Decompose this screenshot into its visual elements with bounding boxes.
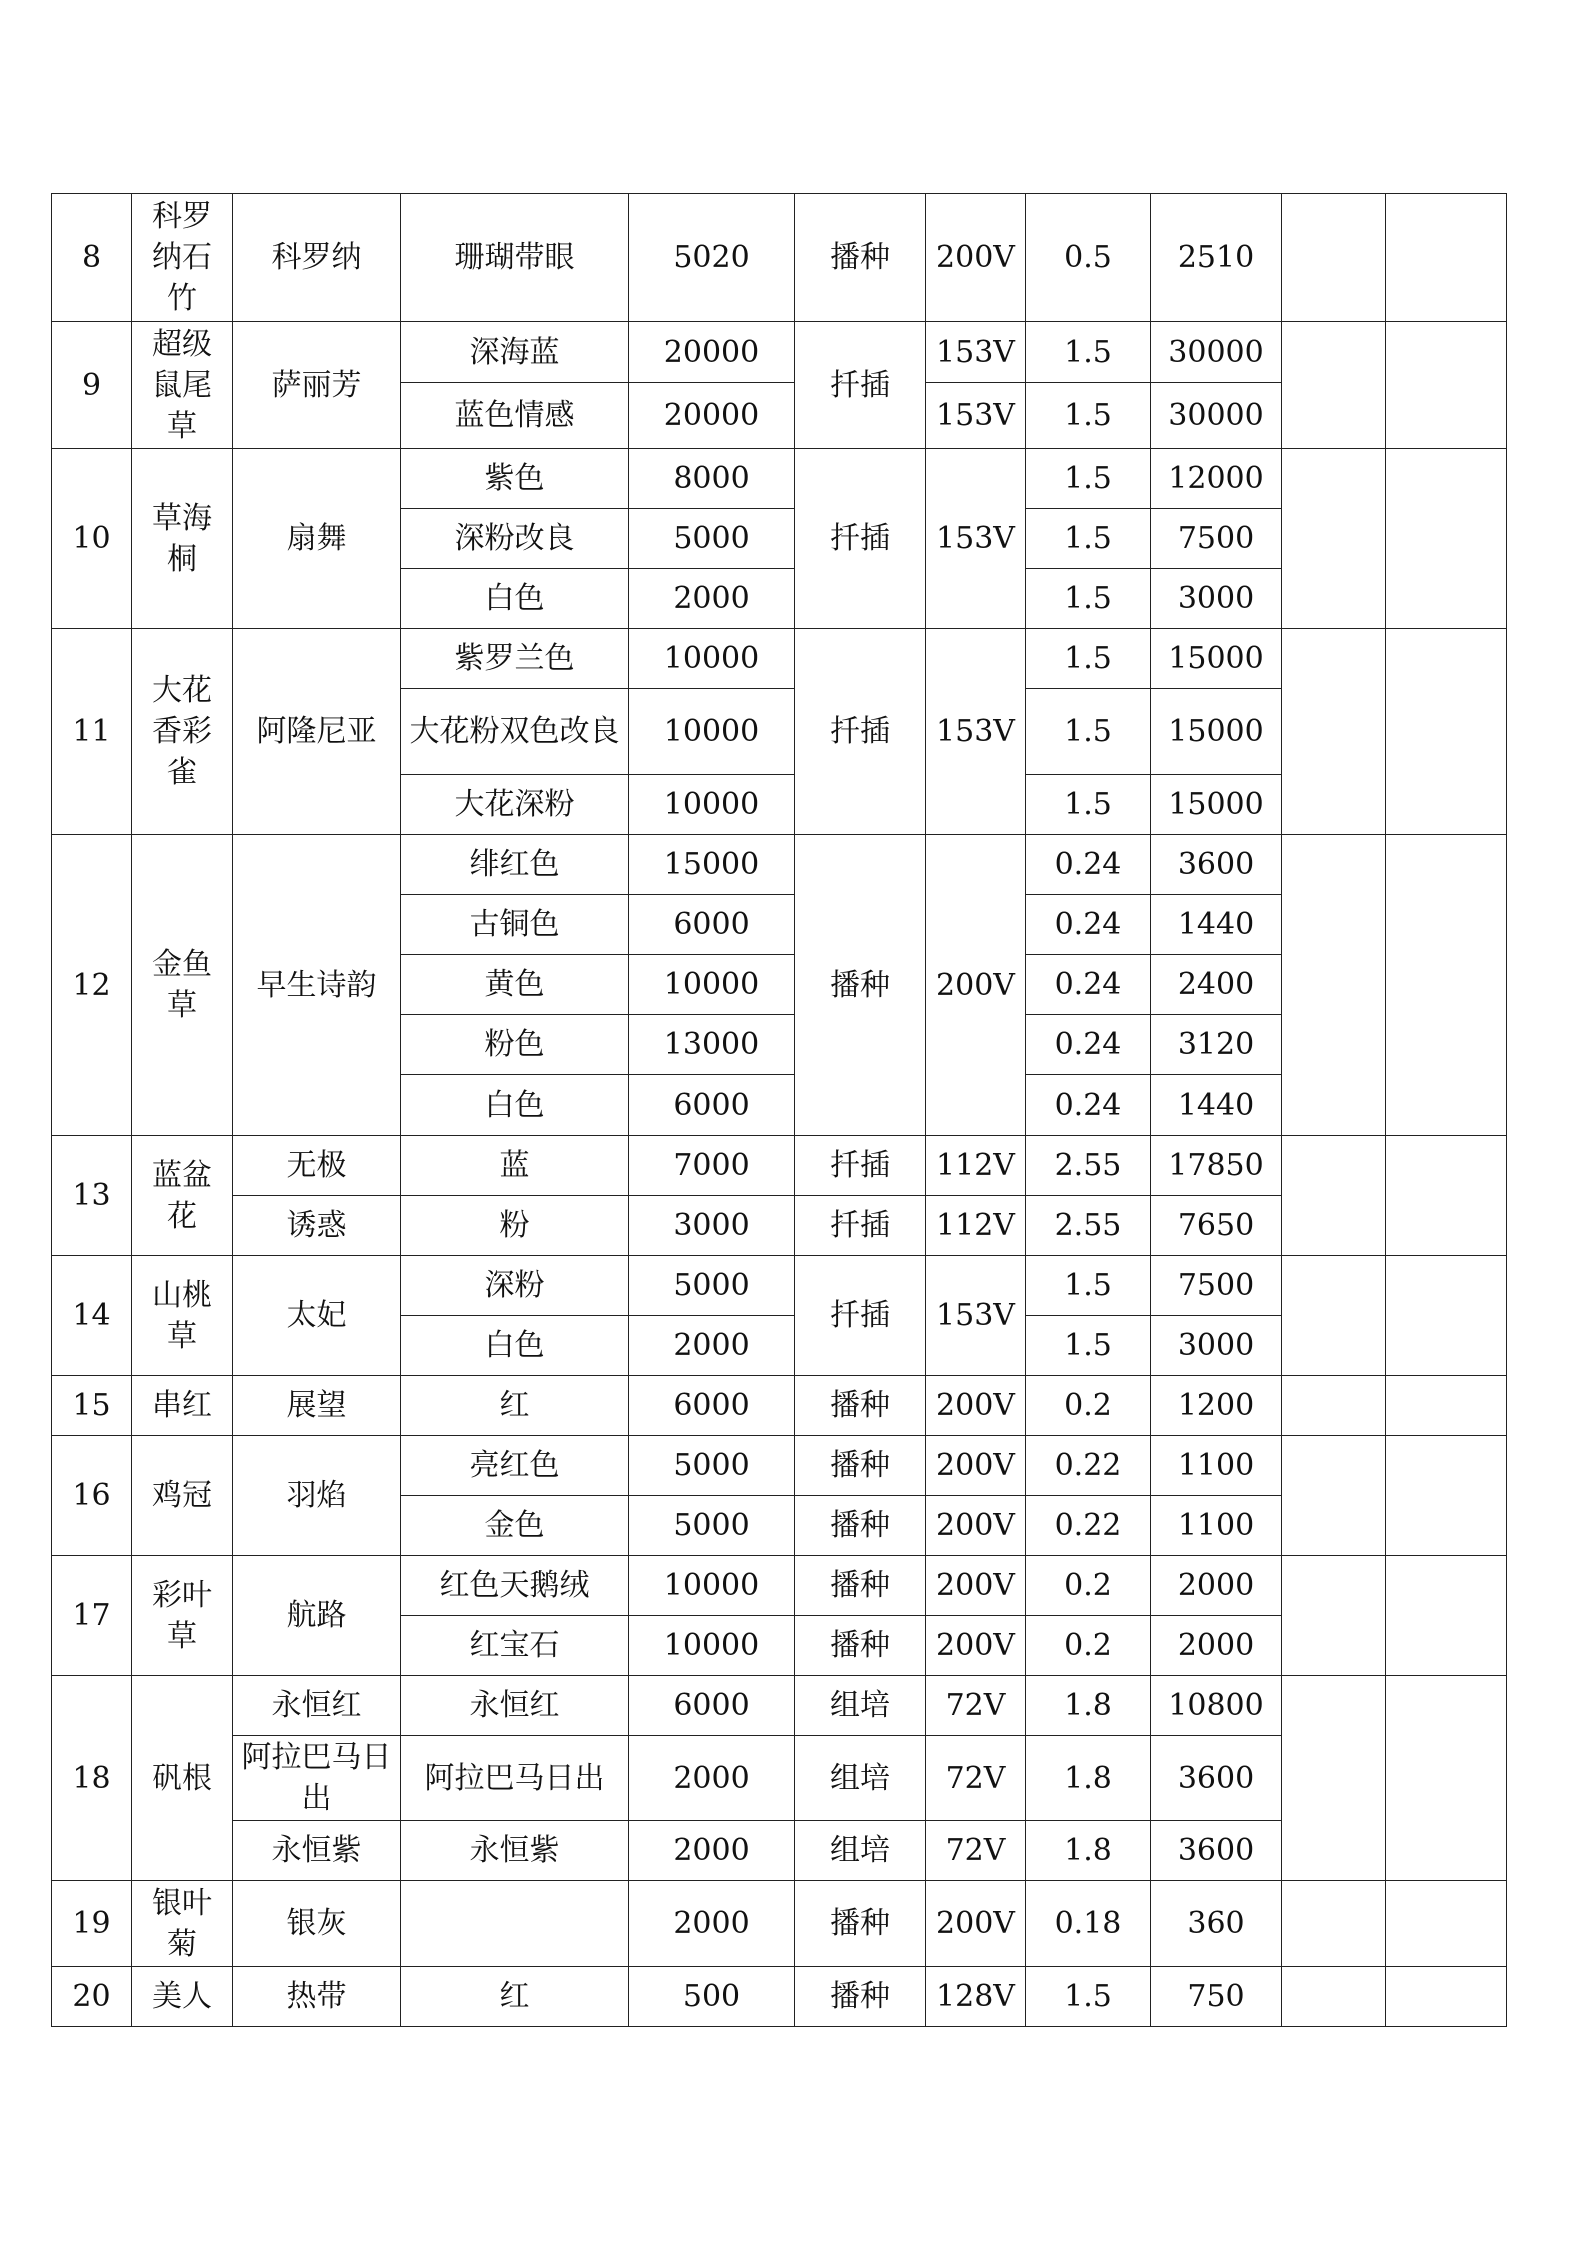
tray-spec: 200V <box>926 194 1026 322</box>
quantity: 2000 <box>629 1736 795 1821</box>
unit-price: 0.22 <box>1026 1436 1151 1496</box>
tray-spec: 72V <box>926 1821 1026 1881</box>
amount: 1440 <box>1151 1075 1282 1136</box>
variety-name: 大花深粉 <box>401 775 629 835</box>
variety-name: 紫罗兰色 <box>401 629 629 689</box>
crop-name: 蓝盆花 <box>132 1136 233 1256</box>
quantity: 2000 <box>629 1821 795 1881</box>
extra-cell <box>1386 1436 1507 1556</box>
variety-name: 绯红色 <box>401 835 629 895</box>
variety-name <box>401 1881 629 1967</box>
propagation-method: 播种 <box>795 1496 926 1556</box>
tray-spec: 128V <box>926 1967 1026 2027</box>
row-number: 9 <box>52 322 132 449</box>
quantity: 10000 <box>629 629 795 689</box>
quantity: 10000 <box>629 1616 795 1676</box>
row-number: 17 <box>52 1556 132 1676</box>
tray-spec: 200V <box>926 1881 1026 1967</box>
extra-cell <box>1386 1676 1507 1881</box>
propagation-method: 播种 <box>795 1881 926 1967</box>
amount: 12000 <box>1151 449 1282 509</box>
series-name: 阿隆尼亚 <box>233 629 401 835</box>
propagation-method: 播种 <box>795 1967 926 2027</box>
extra-cell <box>1386 449 1507 629</box>
extra-cell <box>1282 449 1386 629</box>
propagation-method: 扦插 <box>795 1136 926 1196</box>
amount: 15000 <box>1151 689 1282 775</box>
quantity: 5000 <box>629 1256 795 1316</box>
crop-name: 串红 <box>132 1376 233 1436</box>
quantity: 5020 <box>629 194 795 322</box>
crop-name: 美人 <box>132 1967 233 2027</box>
propagation-method: 组培 <box>795 1821 926 1881</box>
unit-price: 2.55 <box>1026 1196 1151 1256</box>
variety-name: 古铜色 <box>401 895 629 955</box>
variety-name: 大花粉双色改良 <box>401 689 629 775</box>
extra-cell <box>1282 835 1386 1136</box>
variety-name: 阿拉巴马日出 <box>401 1736 629 1821</box>
propagation-method: 扦插 <box>795 322 926 449</box>
amount: 7500 <box>1151 509 1282 569</box>
series-name: 太妃 <box>233 1256 401 1376</box>
propagation-method: 播种 <box>795 1376 926 1436</box>
series-name: 科罗纳 <box>233 194 401 322</box>
unit-price: 1.5 <box>1026 383 1151 449</box>
crop-name: 鸡冠 <box>132 1436 233 1556</box>
row-number: 8 <box>52 194 132 322</box>
propagation-method: 播种 <box>795 1436 926 1496</box>
amount: 1440 <box>1151 895 1282 955</box>
unit-price: 1.5 <box>1026 322 1151 383</box>
unit-price: 1.5 <box>1026 629 1151 689</box>
table-row <box>52 835 1507 895</box>
series-name: 诱惑 <box>233 1196 401 1256</box>
variety-name: 粉色 <box>401 1015 629 1075</box>
extra-cell <box>1386 194 1507 322</box>
table-row <box>52 1556 1507 1616</box>
variety-name: 深粉改良 <box>401 509 629 569</box>
unit-price: 2.55 <box>1026 1136 1151 1196</box>
quantity: 10000 <box>629 689 795 775</box>
quantity: 6000 <box>629 1676 795 1736</box>
variety-name: 深海蓝 <box>401 322 629 383</box>
propagation-method: 播种 <box>795 1556 926 1616</box>
table-row <box>52 1136 1507 1196</box>
series-name: 展望 <box>233 1376 401 1436</box>
amount: 2000 <box>1151 1616 1282 1676</box>
variety-name: 深粉 <box>401 1256 629 1316</box>
extra-cell <box>1282 1556 1386 1676</box>
amount: 1200 <box>1151 1376 1282 1436</box>
row-number: 16 <box>52 1436 132 1556</box>
extra-cell <box>1282 1676 1386 1881</box>
quantity: 6000 <box>629 1075 795 1136</box>
propagation-method: 播种 <box>795 835 926 1136</box>
series-name: 航路 <box>233 1556 401 1676</box>
quantity: 2000 <box>629 569 795 629</box>
unit-price: 0.5 <box>1026 194 1151 322</box>
series-name: 永恒紫 <box>233 1821 401 1881</box>
extra-cell <box>1282 1436 1386 1556</box>
table-row <box>52 449 1507 509</box>
table-row <box>52 194 1507 322</box>
variety-name: 蓝色情感 <box>401 383 629 449</box>
amount: 3600 <box>1151 1821 1282 1881</box>
quantity: 15000 <box>629 835 795 895</box>
amount: 30000 <box>1151 383 1282 449</box>
tray-spec: 72V <box>926 1736 1026 1821</box>
series-name: 银灰 <box>233 1881 401 1967</box>
amount: 1100 <box>1151 1496 1282 1556</box>
variety-name: 粉 <box>401 1196 629 1256</box>
extra-cell <box>1282 1967 1386 2027</box>
table-row <box>52 1881 1507 1967</box>
unit-price: 0.24 <box>1026 955 1151 1015</box>
propagation-method: 播种 <box>795 194 926 322</box>
unit-price: 1.5 <box>1026 509 1151 569</box>
row-number: 20 <box>52 1967 132 2027</box>
row-number: 18 <box>52 1676 132 1881</box>
quantity: 7000 <box>629 1136 795 1196</box>
unit-price: 1.5 <box>1026 1967 1151 2027</box>
extra-cell <box>1282 1881 1386 1967</box>
tray-spec: 72V <box>926 1676 1026 1736</box>
variety-name: 白色 <box>401 1075 629 1136</box>
amount: 15000 <box>1151 629 1282 689</box>
crop-name: 山桃草 <box>132 1256 233 1376</box>
unit-price: 0.24 <box>1026 1015 1151 1075</box>
row-number: 13 <box>52 1136 132 1256</box>
quantity: 10000 <box>629 955 795 1015</box>
propagation-method: 扦插 <box>795 1256 926 1376</box>
amount: 2000 <box>1151 1556 1282 1616</box>
extra-cell <box>1282 1136 1386 1256</box>
crop-name: 大花香彩雀 <box>132 629 233 835</box>
price-table <box>51 193 1507 2027</box>
table-row <box>52 1256 1507 1316</box>
unit-price: 1.5 <box>1026 1316 1151 1376</box>
extra-cell <box>1386 629 1507 835</box>
amount: 30000 <box>1151 322 1282 383</box>
price-table-page <box>51 193 1507 2027</box>
extra-cell <box>1386 1967 1507 2027</box>
amount: 17850 <box>1151 1136 1282 1196</box>
crop-name: 矾根 <box>132 1676 233 1881</box>
variety-name: 白色 <box>401 1316 629 1376</box>
tray-spec: 200V <box>926 1496 1026 1556</box>
variety-name: 红色天鹅绒 <box>401 1556 629 1616</box>
row-number: 15 <box>52 1376 132 1436</box>
quantity: 2000 <box>629 1316 795 1376</box>
tray-spec: 200V <box>926 1556 1026 1616</box>
crop-name: 超级鼠尾草 <box>132 322 233 449</box>
variety-name: 蓝 <box>401 1136 629 1196</box>
quantity: 20000 <box>629 383 795 449</box>
amount: 3600 <box>1151 1736 1282 1821</box>
extra-cell <box>1386 1556 1507 1676</box>
tray-spec: 200V <box>926 1436 1026 1496</box>
unit-price: 1.5 <box>1026 449 1151 509</box>
unit-price: 1.8 <box>1026 1736 1151 1821</box>
variety-name: 红宝石 <box>401 1616 629 1676</box>
tray-spec: 153V <box>926 1256 1026 1376</box>
amount: 7500 <box>1151 1256 1282 1316</box>
crop-name: 金鱼草 <box>132 835 233 1136</box>
table-row <box>52 322 1507 383</box>
amount: 3600 <box>1151 835 1282 895</box>
quantity: 5000 <box>629 1496 795 1556</box>
variety-name: 亮红色 <box>401 1436 629 1496</box>
extra-cell <box>1386 1376 1507 1436</box>
quantity: 5000 <box>629 509 795 569</box>
variety-name: 黄色 <box>401 955 629 1015</box>
table-row <box>52 1436 1507 1496</box>
extra-cell <box>1386 835 1507 1136</box>
series-name: 热带 <box>233 1967 401 2027</box>
variety-name: 金色 <box>401 1496 629 1556</box>
unit-price: 0.24 <box>1026 835 1151 895</box>
unit-price: 1.5 <box>1026 1256 1151 1316</box>
table-row <box>52 1376 1507 1436</box>
unit-price: 0.22 <box>1026 1496 1151 1556</box>
variety-name: 永恒红 <box>401 1676 629 1736</box>
amount: 3000 <box>1151 1316 1282 1376</box>
propagation-method: 组培 <box>795 1676 926 1736</box>
quantity: 6000 <box>629 1376 795 1436</box>
series-name: 羽焰 <box>233 1436 401 1556</box>
propagation-method: 组培 <box>795 1736 926 1821</box>
tray-spec: 112V <box>926 1196 1026 1256</box>
extra-cell <box>1386 1136 1507 1256</box>
table-row <box>52 1676 1507 1736</box>
quantity: 5000 <box>629 1436 795 1496</box>
variety-name: 紫色 <box>401 449 629 509</box>
variety-name: 永恒紫 <box>401 1821 629 1881</box>
amount: 3000 <box>1151 569 1282 629</box>
unit-price: 1.8 <box>1026 1821 1151 1881</box>
crop-name: 草海桐 <box>132 449 233 629</box>
crop-name: 银叶菊 <box>132 1881 233 1967</box>
series-name: 萨丽芳 <box>233 322 401 449</box>
amount: 2510 <box>1151 194 1282 322</box>
quantity: 8000 <box>629 449 795 509</box>
unit-price: 1.5 <box>1026 569 1151 629</box>
crop-name: 科罗纳石竹 <box>132 194 233 322</box>
propagation-method: 扦插 <box>795 1196 926 1256</box>
quantity: 500 <box>629 1967 795 2027</box>
unit-price: 0.24 <box>1026 1075 1151 1136</box>
quantity: 20000 <box>629 322 795 383</box>
extra-cell <box>1386 1881 1507 1967</box>
row-number: 12 <box>52 835 132 1136</box>
amount: 2400 <box>1151 955 1282 1015</box>
quantity: 6000 <box>629 895 795 955</box>
tray-spec: 153V <box>926 383 1026 449</box>
amount: 360 <box>1151 1881 1282 1967</box>
unit-price: 0.18 <box>1026 1881 1151 1967</box>
series-name: 扇舞 <box>233 449 401 629</box>
series-name: 永恒红 <box>233 1676 401 1736</box>
quantity: 2000 <box>629 1881 795 1967</box>
extra-cell <box>1386 322 1507 449</box>
variety-name: 红 <box>401 1967 629 2027</box>
quantity: 10000 <box>629 775 795 835</box>
variety-name: 珊瑚带眼 <box>401 194 629 322</box>
unit-price: 0.24 <box>1026 895 1151 955</box>
tray-spec: 200V <box>926 1376 1026 1436</box>
tray-spec: 112V <box>926 1136 1026 1196</box>
amount: 3120 <box>1151 1015 1282 1075</box>
crop-name: 彩叶草 <box>132 1556 233 1676</box>
amount: 7650 <box>1151 1196 1282 1256</box>
row-number: 10 <box>52 449 132 629</box>
tray-spec: 153V <box>926 449 1026 629</box>
amount: 1100 <box>1151 1436 1282 1496</box>
unit-price: 0.2 <box>1026 1556 1151 1616</box>
amount: 10800 <box>1151 1676 1282 1736</box>
unit-price: 0.2 <box>1026 1376 1151 1436</box>
row-number: 14 <box>52 1256 132 1376</box>
tray-spec: 200V <box>926 835 1026 1136</box>
unit-price: 1.5 <box>1026 689 1151 775</box>
amount: 750 <box>1151 1967 1282 2027</box>
series-name: 早生诗韵 <box>233 835 401 1136</box>
variety-name: 红 <box>401 1376 629 1436</box>
tray-spec: 200V <box>926 1616 1026 1676</box>
series-name: 阿拉巴马日出 <box>233 1736 401 1821</box>
variety-name: 白色 <box>401 569 629 629</box>
propagation-method: 扦插 <box>795 629 926 835</box>
amount: 15000 <box>1151 775 1282 835</box>
row-number: 11 <box>52 629 132 835</box>
extra-cell <box>1282 322 1386 449</box>
table-row <box>52 629 1507 689</box>
unit-price: 1.5 <box>1026 775 1151 835</box>
tray-spec: 153V <box>926 322 1026 383</box>
extra-cell <box>1282 629 1386 835</box>
quantity: 13000 <box>629 1015 795 1075</box>
series-name: 无极 <box>233 1136 401 1196</box>
extra-cell <box>1282 1376 1386 1436</box>
tray-spec: 153V <box>926 629 1026 835</box>
extra-cell <box>1282 194 1386 322</box>
table-row <box>52 1967 1507 2027</box>
propagation-method: 播种 <box>795 1616 926 1676</box>
unit-price: 1.8 <box>1026 1676 1151 1736</box>
propagation-method: 扦插 <box>795 449 926 629</box>
row-number: 19 <box>52 1881 132 1967</box>
quantity: 10000 <box>629 1556 795 1616</box>
extra-cell <box>1386 1256 1507 1376</box>
unit-price: 0.2 <box>1026 1616 1151 1676</box>
quantity: 3000 <box>629 1196 795 1256</box>
extra-cell <box>1282 1256 1386 1376</box>
